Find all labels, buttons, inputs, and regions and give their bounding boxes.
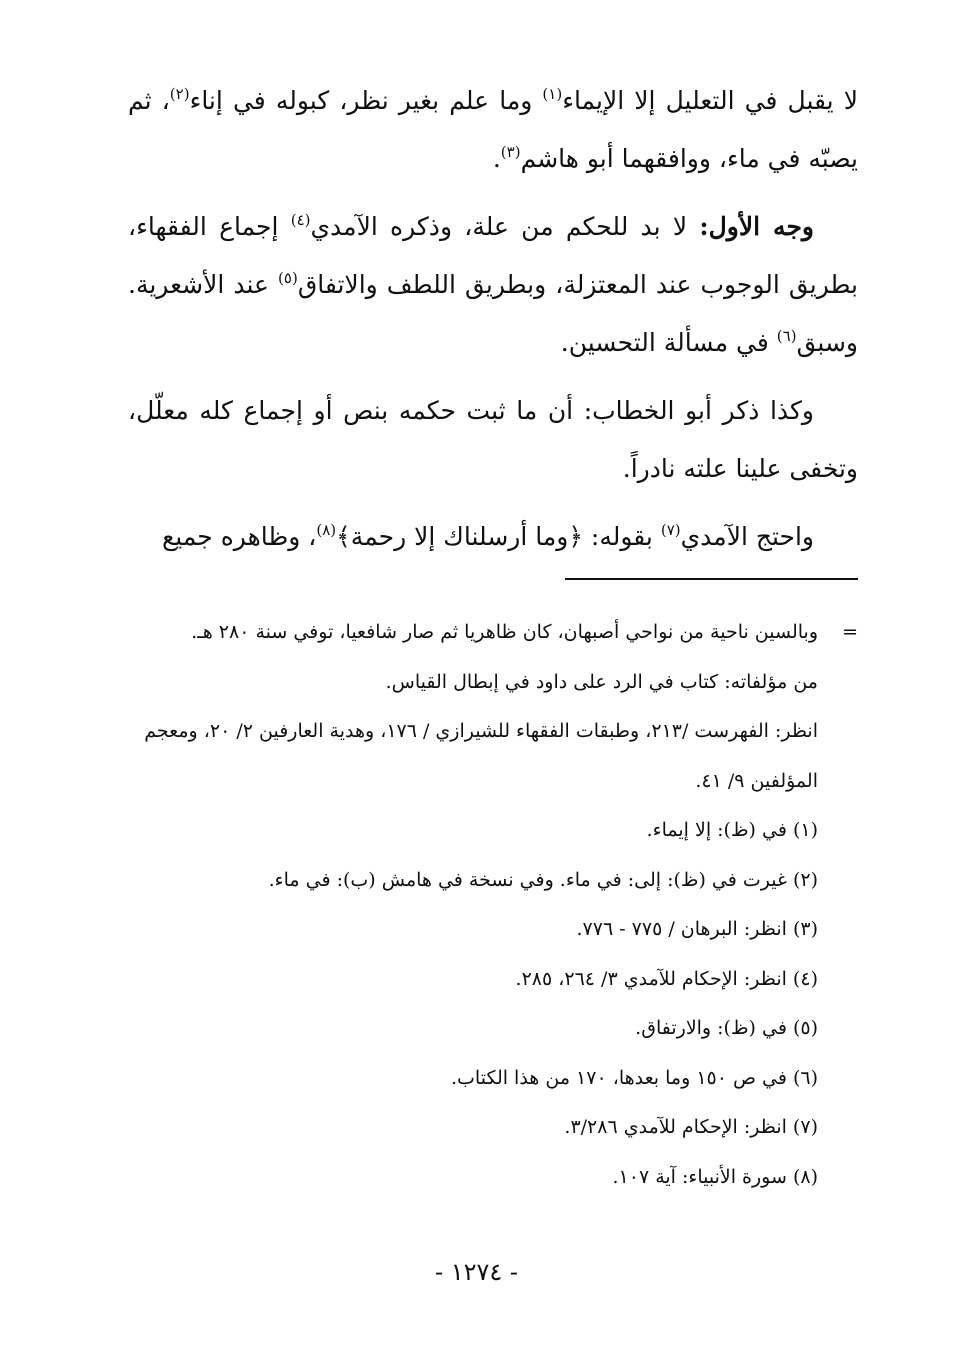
footnote-5: (٥) في (ظ): والارتفاق.: [635, 1017, 818, 1039]
footnote-ref-2[interactable]: (٢): [169, 85, 190, 103]
text-run: .: [492, 144, 501, 173]
text-run: لا يقبل في التعليل إلا الإيماء: [562, 86, 858, 115]
footnote-separator: [565, 578, 858, 580]
text-run: في مسألة التحسين.: [560, 328, 777, 357]
footnote-ref-7[interactable]: (٧): [660, 521, 681, 539]
continuation-mark: =: [842, 621, 858, 643]
footnote-ref-1[interactable]: (١): [542, 85, 563, 103]
footnote-7: (٧) انظر: الإحكام للآمدي ٣/٢٨٦.: [564, 1116, 818, 1138]
text-run: بقوله: ﴿وما أرسلناك إلا رحمة﴾: [336, 522, 661, 551]
footnote-ref-6[interactable]: (٦): [776, 327, 797, 345]
continuation-text: وبالسين ناحية من نواحي أصبهان، كان ظاهريا ثم صار شافعيا، توفي سنة ٢٨٠ هـ.: [191, 621, 818, 643]
footnote-ref-3[interactable]: (٣): [500, 143, 521, 161]
footnote-2: (٢) غيرت في (ظ): إلى: في ماء. وفي نسخة في هامش (ب): في ماء.: [268, 868, 818, 891]
paragraph-1: [128, 72, 858, 188]
text-run: إجماع الفقهاء، بطريق الوجوب عند المعتزلة، وبطريق اللطف والاتفاق: [128, 212, 858, 299]
footnote-continuation-line-1: [128, 608, 858, 658]
text-run: عند الأشعرية. وسبق: [128, 270, 858, 357]
text-run: ، وظاهره جميع: [161, 522, 317, 551]
page-number: - ١٢٧٤ -: [434, 1258, 519, 1286]
footnote-ref-4[interactable]: (٤): [290, 211, 311, 229]
paragraph-3: وكذا ذكر أبو الخطاب: أن ما ثبت حكمه بنص أو إجماع كله معلّل، وتخفى علينا علته نادراً.: [128, 396, 858, 483]
footnote-8: (٨) سورة الأنبياء: آية ١٠٧.: [612, 1165, 818, 1188]
main-text: [128, 72, 858, 576]
text-run: واحتج الآمدي: [680, 522, 814, 551]
footnote-6: (٦) في ص ١٥٠ وما بعدها، ١٧٠ من هذا الكتاب.: [451, 1066, 818, 1089]
footnote-4: (٤) انظر: الإحكام للآمدي ٣/ ٢٦٤، ٢٨٥.: [515, 967, 818, 990]
text-run: ، ثم يصبّه في ماء، ووافقهما أبو هاشم: [128, 86, 858, 173]
footnote-ref-5[interactable]: (٥): [278, 269, 298, 287]
paragraph-2: [128, 198, 858, 372]
footnote-1: (١) في (ظ): إلا إيماء.: [646, 819, 818, 841]
text-run: لا بد للحكم من علة، وذكره الآمدي: [310, 212, 700, 241]
footnote-3: (٣) انظر: البرهان / ٧٧٥ - ٧٧٦.: [576, 918, 818, 940]
section-lead: وجه الأول:: [699, 212, 814, 241]
paragraph-4: [128, 508, 858, 566]
text-run: وما علم بغير نظر، كبوله في إناء: [189, 86, 543, 115]
footnote-ref-8[interactable]: (٨): [316, 521, 337, 539]
footnote-continuation-line-3: انظر: الفهرست /٢١٣، وطبقات الفقهاء للشيرازي / ١٧٦، وهدية العارفين ٢/ ٢٠، ومعجم المؤلفين ٩/ ٤١.: [144, 720, 818, 792]
footnote-continuation-line-2: من مؤلفاته: كتاب في الرد على داود في إبطال القياس.: [385, 670, 818, 693]
footnotes: [128, 608, 858, 1202]
